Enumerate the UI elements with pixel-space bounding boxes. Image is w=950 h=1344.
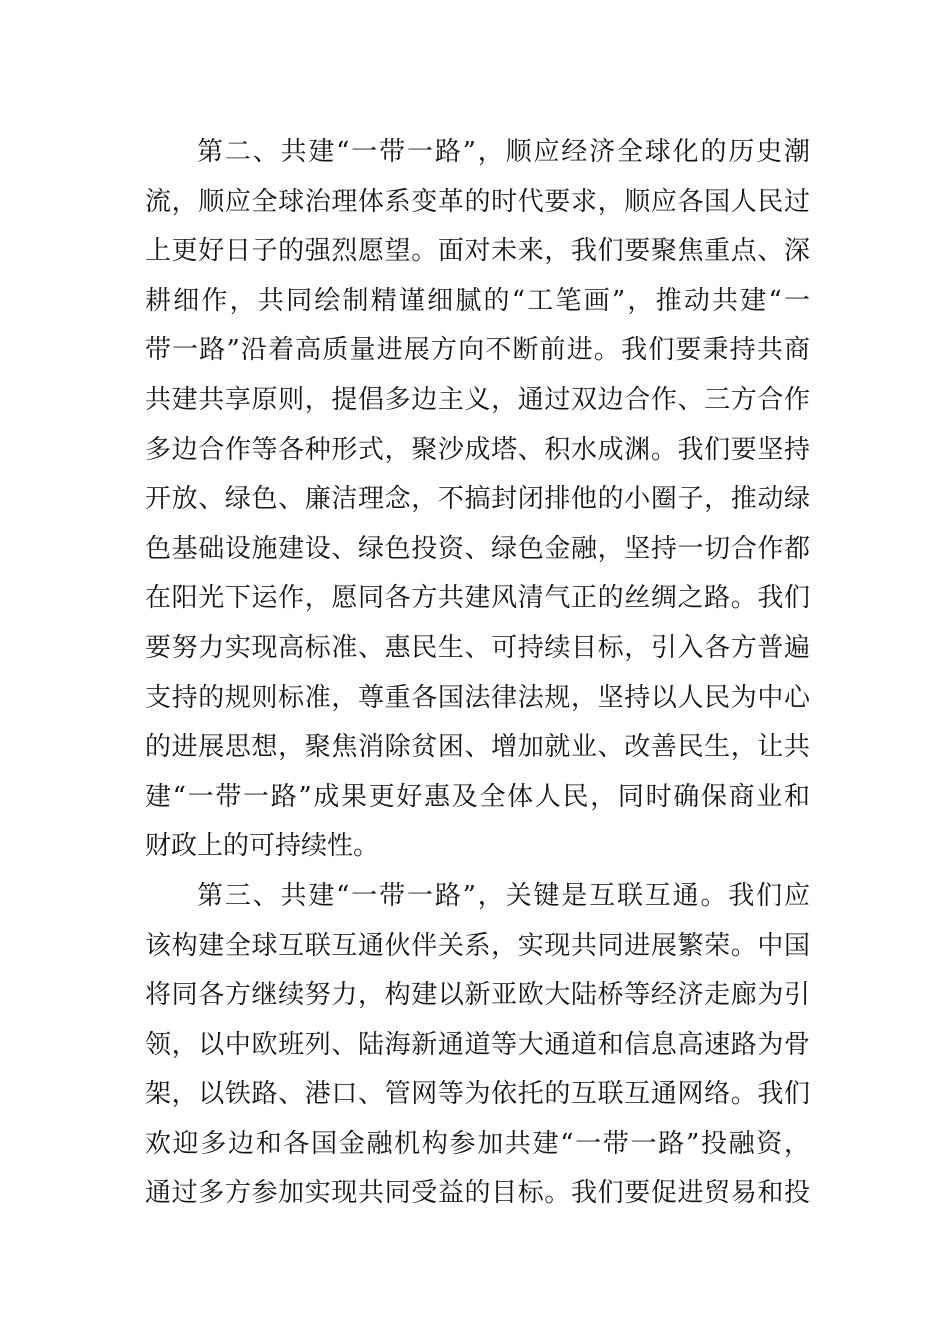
text-line: 在阳光下运作，愿同各方共建风清气正的丝绸之路。我们: [145, 583, 810, 614]
text-line: 带一路”沿着高质量进展方向不断前进。我们要秉持共商: [145, 335, 810, 366]
text-line: 上更好日子的强烈愿望。面对未来，我们要聚焦重点、深: [145, 236, 810, 267]
text-line: 的进展思想，聚焦消除贫困、增加就业、改善民生，让共: [145, 732, 810, 763]
text-line: 流，顺应全球治理体系变革的时代要求，顺应各国人民过: [145, 186, 810, 217]
text-line: 耕细作，共同绘制精谨细腻的“工笔画”，推动共建“一: [145, 285, 810, 316]
text-line: 通过多方参加实现共同受益的目标。我们要促进贸易和投: [145, 1178, 810, 1209]
text-line: 财政上的可持续性。: [145, 831, 380, 862]
text-line: 建“一带一路”成果更好惠及全体人民，同时确保商业和: [145, 781, 810, 812]
body-text: [145, 128, 810, 1219]
text-line: 支持的规则标准，尊重各国法律法规，坚持以人民为中心: [145, 682, 810, 713]
text-line: 要努力实现高标准、惠民生、可持续目标，引入各方普遍: [145, 632, 810, 663]
text-line: 色基础设施建设、绿色投资、绿色金融，坚持一切合作都: [145, 533, 810, 564]
text-line: 多边合作等各种形式，聚沙成塔、积水成渊。我们要坚持: [145, 434, 810, 465]
text-line: 共建共享原则，提倡多边主义，通过双边合作、三方合作: [145, 384, 810, 415]
text-line: 第二、共建“一带一路”，顺应经济全球化的历史潮: [197, 137, 810, 167]
paragraph: [145, 128, 810, 872]
text-line: 欢迎多边和各国金融机构参加共建“一带一路”投融资，: [145, 1128, 810, 1159]
text-line: 第三、共建“一带一路”，关键是互联互通。我们应: [197, 880, 810, 911]
text-line: 将同各方继续努力，构建以新亚欧大陆桥等经济走廊为引: [145, 980, 810, 1011]
text-line: 领，以中欧班列、陆海新通道等大通道和信息高速路为骨: [145, 1029, 810, 1060]
text-line: 该构建全球互联互通伙伴关系，实现共同进展繁荣。中国: [145, 930, 810, 961]
text-line: 开放、绿色、廉洁理念，不搞封闭排他的小圈子，推动绿: [145, 484, 810, 515]
text-line: 架，以铁路、港口、管网等为依托的互联互通网络。我们: [145, 1079, 810, 1110]
paragraph: [145, 872, 810, 1219]
